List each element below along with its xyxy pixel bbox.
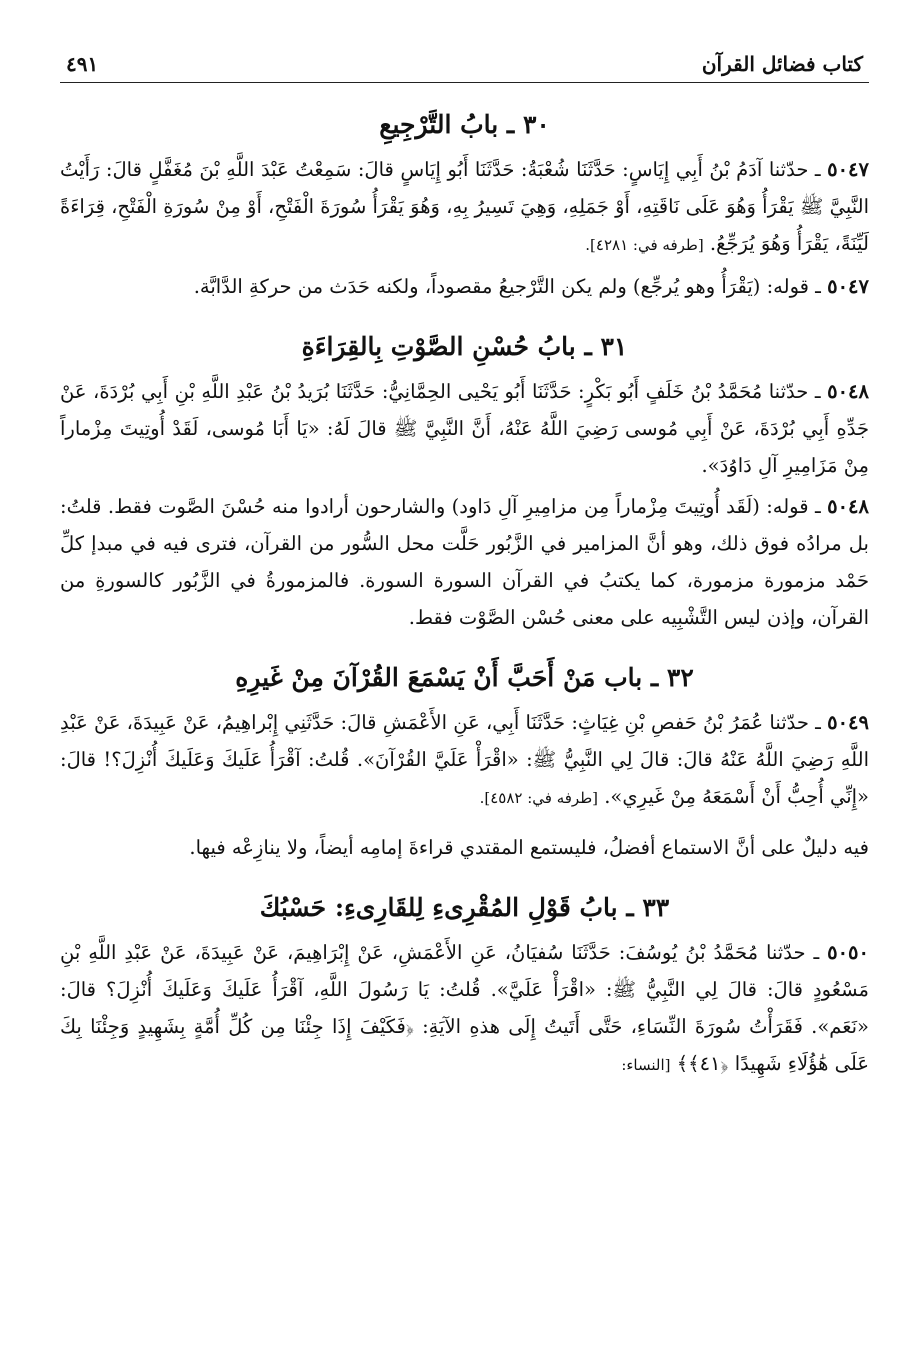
hadith-text <box>60 704 869 817</box>
hadith-number: ٥٠٥٠ <box>827 941 869 964</box>
chapter-30 <box>60 107 869 305</box>
commentary-text <box>60 829 869 866</box>
hadith-text <box>60 151 869 264</box>
book-title: كتاب فضائل القرآن <box>701 52 863 76</box>
hadith-number: ٥٠٤٧ <box>827 158 869 181</box>
hadith-body: ـ حدّثنا عُمَرُ بْنُ حَفصِ بْنِ غِيَاثٍ: حَدَّثَنَا أَبِي، عَنِ الأَعْمَشِ قالَ: حَدَّثَنِي إِبْراهِيمُ، عَنْ عَبِيدَةَ، عَنْ عَبْدِ اللَّهِ رَضِيَ اللَّهُ عَنْهُ قالَ: قالَ لِي النَّبِيُّ ﷺ: «اقْرَأْ عَلَيَّ القُرْآنَ». قُلتُ: آقْرَأُ عَلَيكَ وَعَلَيكَ أُنْزِلَ؟! قالَ: «إِنِّي أُحِبُّ أَنْ أَسْمَعَهُ مِنْ غَيرِي». <box>60 711 869 808</box>
running-header <box>60 52 869 83</box>
hadith-number: ٥٠٤٨ <box>827 495 869 518</box>
chapter-31 <box>60 329 869 636</box>
chapter-heading: ٣٠ ـ بابُ التَّرْجِيعِ <box>379 110 550 139</box>
hadith-body: ـ حدّثنا آدَمُ بْنُ أَبِي إِيَاسٍ: حَدَّثَنَا شُعْبَةُ: حَدَّثَنَا أَبُو إِيَاسٍ قالَ: سَمِعْتُ عَبْدَ اللَّهِ بْنَ مُغَفَّلٍ قالَ: رَأَيْتُ النَّبِيَّ ﷺ يَقْرَأُ وَهُوَ عَلَى نَاقَتِهِ، أَوْ جَمَلِهِ، وَهِيَ تَسِيرُ بِهِ، وَهُوَ يَقْرَأُ سُورَةَ الْفَتْحِ، أَوْ مِنْ سُورَةِ الْفَتْحِ، قِرَاءَةً لَيِّنَةً، يَقْرَأُ وَهُوَ يُرَجِّعُ. <box>60 158 869 255</box>
book-page <box>60 52 869 1357</box>
chapter-33 <box>60 890 869 1084</box>
hadith-number: ٥٠٤٩ <box>827 711 869 734</box>
hadith-body: ـ حدّثنا مُحَمَّدُ بْنُ يُوسُفَ: حَدَّثَنَا سُفيَانُ، عَنِ الأَعْمَشِ، عَنْ إِبْرَاهِيمَ، عَنْ عَبِيدَةَ، عَنْ عَبْدِ اللَّهِ بْنِ مَسْعُودٍ قالَ: قالَ لِي النَّبِيُّ ﷺ: «اقْرَأْ عَلَيَّ». قُلتُ: يَا رَسُولَ اللَّهِ، آقْرَأُ عَلَيكَ وَعَلَيكَ أُنْزِلَ؟ قالَ: «نَعَم». فَقَرَأْتُ سُورَةَ النِّسَاءِ، حَتَّى أَتَيتُ إِلَى هذهِ الآيَةِ: ﴿فَكَيْفَ إِذَا جِئْنَا مِن كُلِّ أُمَّةٍ بِشَهِيدٍ وَجِئْنَا بِكَ عَلَى هَٰؤُلَاءِ شَهِيدًا ﴿٤١﴾﴾ <box>60 941 869 1075</box>
cross-reference: [طرفه في: ٤٢٨١]. <box>585 236 704 254</box>
commentary-text <box>60 488 869 636</box>
chapter-heading: ٣٢ ـ باب مَنْ أَحَبَّ أَنْ يَسْمَعَ القُرْآنَ مِنْ غَيرِهِ <box>235 663 694 692</box>
commentary-body: ـ قوله: (يَقْرَأُ وهو يُرجِّع) ولم يكن التَّرْجيعُ مقصوداً، ولكنه حَدَث من حركةِ الدَّابَّة. <box>193 275 828 298</box>
hadith-number: ٥٠٤٧ <box>827 275 869 298</box>
commentary-body: ـ قوله: (لَقَد أُوتِيتَ مِزْماراً مِن مزامِيرِ آلِ دَاود) والشارحون أرادوا منه حُسْنَ الصَّوت فقط. قلتُ: بل مرادُه فوق ذلك، وهو أنَّ المزامير في الزَّبُور حَلَّت محل السُّور من القرآن، فترى فيه في مبدإ كلِّ حَمْد مزمورة مزمورة، كما يكتبُ في القرآن السورة السورة. فالمزمورةُ في الزَّبُور كالسورةِ من القرآن، وإذن ليس التَّشْبِيه على معنى حُسْن الصَّوْت فقط. <box>60 495 869 629</box>
chapter-heading: ٣٣ ـ بابُ قَوْلِ المُقْرِىءِ لِلقَارِىءِ: حَسْبُكَ <box>259 893 670 922</box>
commentary-body: فيه دليلٌ على أنَّ الاستماع أفضلُ، فليستمع المقتدي قراءةَ إمامِه أيضاً، ولا ينازِعْه فيها. <box>189 836 869 859</box>
cross-reference: [النساء: <box>621 1056 671 1074</box>
hadith-number: ٥٠٤٨ <box>827 380 869 403</box>
hadith-text <box>60 373 869 484</box>
page-number: ٤٩١ <box>66 52 99 76</box>
chapter-heading: ٣١ ـ بابُ حُسْنِ الصَّوْتِ بِالقِرَاءَةِ <box>301 332 628 361</box>
hadith-body: ـ حدّثنا مُحَمَّدُ بْنُ خَلَفٍ أَبُو بَكْرٍ: حَدَّثَنَا أَبُو يَحْيى الحِمَّانِيُّ: حَدَّثَنَا بُرَيدُ بْنُ عَبْدِ اللَّهِ بْنِ أَبِي بُرْدَةَ، عَنْ جَدِّهِ أَبِي بُرْدَةَ، عَنْ أَبِي مُوسى رَضِيَ اللَّهُ عَنْهُ، أَنَّ النَّبِيَّ ﷺ قالَ لَهُ: «يَا أَبَا مُوسى، لَقَدْ أُوتِيتَ مِزْماراً مِنْ مَزَامِيرِ آلِ دَاوُدَ». <box>60 380 869 477</box>
commentary-text <box>60 268 869 305</box>
cross-reference: [طرفه في: ٤٥٨٢]. <box>479 789 598 807</box>
hadith-text <box>60 934 869 1084</box>
chapter-32 <box>60 660 869 866</box>
